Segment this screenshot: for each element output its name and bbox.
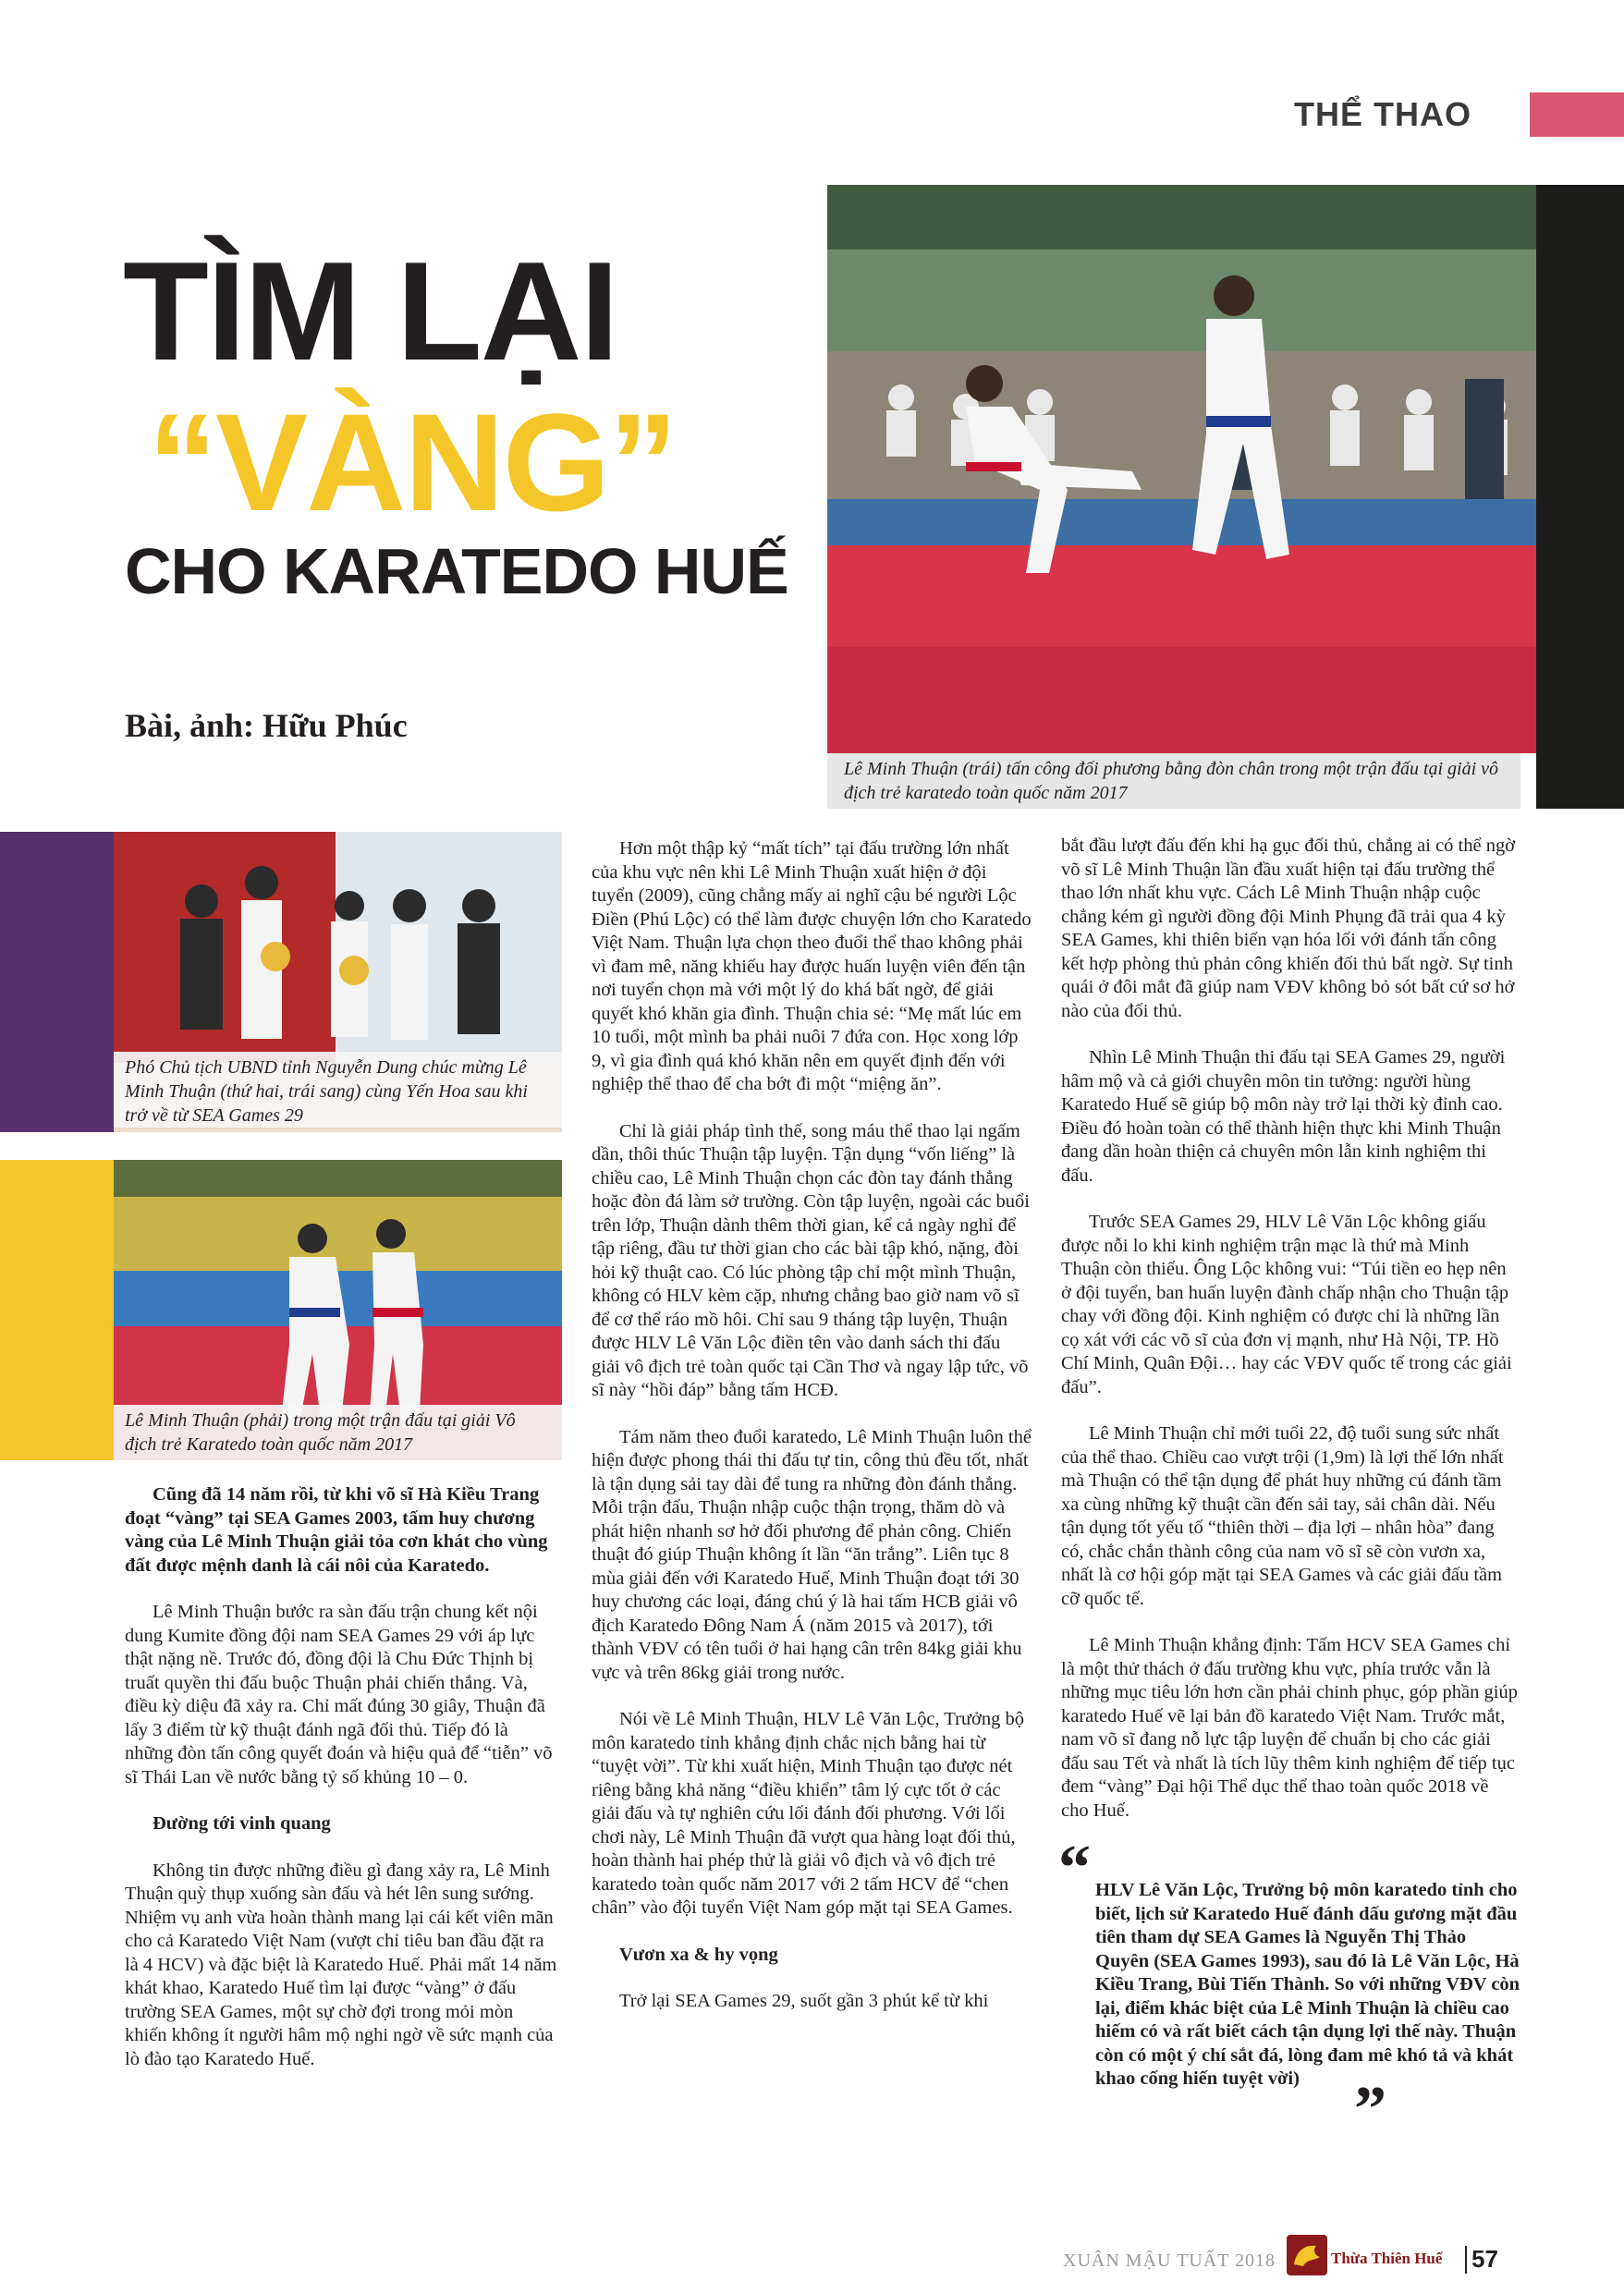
main-photo-caption: Lê Minh Thuận (trái) tấn công đối phương bằng đòn chân trong một trận đấu tại giải vô địch trẻ karatedo toàn quốc năm 2017 [827, 753, 1520, 809]
issue-label: XUÂN MẬU TUẤT 2018 [1063, 2250, 1276, 2271]
close-quote-mark: ” [1354, 2074, 1386, 2145]
paragraph: Tám năm theo đuổi karatedo, Lê Minh Thuận luôn thể hiện được phong thái thi đấu tự tin, công thủ đều tốt, nhất là tận dụng sải tay dài để tung ra những đòn đánh thẳng. Mỗi trận đấu, Thuận nhập cuộc thận trọng, thăm dò và phát hiện nhanh sơ hở đối phương để phản công. Chiến thuật đó giúp Thuận không ít lần “ăn trắng”. Liên tục 8 mùa giải đến với Karatedo Huế, Minh Thuận đoạt tới 30 huy chương các loại, đáng chú ý là hai tấm HCB giải vô địch Karatedo Đông Nam Á (năm 2015 và 2017), tới thành VĐV có tên tuổi ở hai hạng cân trên 84kg giải khu vực và trên 86kg giải trong nước. [592, 1426, 1032, 1683]
paragraph: Nói về Lê Minh Thuận, HLV Lê Văn Lộc, Trưởng bộ môn karatedo tỉnh khẳng định chắc nịch bằng hai từ “tuyệt vời”. Từ khi xuất hiện, Minh Thuận tạo được nét riêng bằng khả năng “điều khiển” tâm lý cực tốt ở các giải đấu và tự nghiên cứu lối đánh đối phương. Với lối chơi này, Lê Minh Thuận đã vượt qua hàng loạt đối thủ, hoàn thành hai phép thử là giải vô địch và vô địch trẻ karatedo toàn quốc năm 2017 với 2 tấm HCV để “chen chân” vào đội tuyển Việt Nam góp mặt tại SEA Games. [592, 1709, 1025, 1918]
decor-yellow-bar [0, 1160, 114, 1460]
byline: Bài, ảnh: Hữu Phúc [125, 707, 408, 744]
section-label: THỂ THAO [1294, 95, 1471, 133]
subheading: Vươn xa & hy vọng [619, 1944, 778, 1965]
article-column-2 [592, 837, 1033, 2037]
paragraph: Trở lại SEA Games 29, suốt gần 3 phút kể từ khi [619, 1991, 989, 2011]
headline-line-1: TÌM LẠI [123, 233, 617, 390]
magazine-brand: Thừa Thiên Huế [1331, 2250, 1443, 2267]
paragraph: Lê Minh Thuận khẳng định: Tấm HCV SEA Games chỉ là một thử thách ở đấu trường khu vực, phía trước vẫn là những mục tiêu lớn hơn cần phải chinh phục, góp phần giúp karatedo Huế vẽ lại bản đồ karatedo Việt Nam. Trước mắt, nam võ sĩ đang nỗ lực tập luyện để chuẩn bị cho các giải đấu sau Tết và nhất là tích lũy thêm kinh nghiệm để tiếp tục đem “vàng” Đại hội Thể dục thể thao toàn quốc 2018 về cho Huế. [1061, 1635, 1518, 1821]
main-photo [827, 185, 1536, 753]
footer-divider [1465, 2246, 1467, 2274]
decor-black-bar [1536, 185, 1624, 809]
paragraph: Lê Minh Thuận chỉ mới tuổi 22, độ tuổi sung sức nhất của thể thao. Chiều cao vượt trội (1,9m) là lợi thế lớn nhất mà Thuận có thể tận dụng để phát huy những cú đánh tầm xa cùng những kỹ thuật cần đến sải tay, sải chân dài. Nếu tận dụng tốt yếu tố “thiên thời – địa lợi – nhân hòa” đang có, chắc chắn thành công của nam võ sĩ sẽ còn vươn xa, nhất là cơ hội góp mặt tại SEA Games và các giải đấu tầm cỡ quốc tế. [1061, 1423, 1504, 1609]
decor-purple-bar [0, 832, 114, 1132]
paragraph: Hơn một thập kỷ “mất tích” tại đấu trường lớn nhất của khu vực nên khi Lê Minh Thuận xuất hiện ở đội tuyển (2009), cũng chẳng mấy ai nghĩ cậu bé người Lộc Điền (Phú Lộc) có thể làm được chuyện lớn cho Karatedo Việt Nam. Thuận lựa chọn theo đuổi thể thao không phải vì đam mê, năng khiếu hay được huấn luyện viên đến tận nơi tuyển chọn mà với một lý do khá bất ngờ, để giải quyết khó khăn gia đình. Thuận chia sẻ: “Mẹ mất lúc em 10 tuổi, một mình ba phải nuôi 7 đứa con. Học xong lớp 9, vì gia đình quá khó khăn nên em quyết định đến với nghiệp thể thao để cha bớt đi một “miệng ăn”. [592, 838, 1032, 1094]
subheading: Đường tới vinh quang [153, 1813, 331, 1834]
headline-line-2: “VÀNG” [148, 384, 677, 540]
match-photo-caption: Lê Minh Thuận (phải) trong một trận đấu tại giải Vô địch trẻ Karatedo toàn quốc năm 2017 [114, 1405, 562, 1460]
pull-quote [1058, 1833, 1520, 2145]
paragraph: Không tin được những điều gì đang xảy ra, Lê Minh Thuận quỳ thụp xuống sàn đấu và hét lên sung sướng. Nhiệm vụ anh vừa hoàn thành mang lại cái kết viên mãn cho cả Karatedo Việt Nam (vượt chỉ tiêu ban đầu đặt ra là 4 HCV) và đặc biệt là Karatedo Huế. Phải mất 14 năm khát khao, Karatedo Huế tìm lại được “vàng” ở đấu trường SEA Games, một sự chờ đợi trong mỏi mòn khiến không ít người hâm mộ nghi ngờ về sức mạnh của lò đào tạo Karatedo Huế. [125, 1860, 557, 2069]
article-column-1 [125, 1483, 559, 2094]
open-quote-mark: “ [1058, 1833, 1091, 1904]
paragraph: Chỉ là giải pháp tình thế, song máu thể thao lại ngấm dần, thôi thúc Thuận tập luyện. Tận dụng “vốn liếng” là chiều cao, Lê Minh Thuận chọn các đòn tay đánh thẳng hoặc đòn đá làm sở trường. Còn tập luyện, ngoài các buổi trên lớp, Thuận dành thêm thời gian, kể cả ngày nghỉ để tập riêng, đầu tư thời gian cho các bài tập khó, nặng, đòi hỏi kỹ thuật cao. Có lúc phòng tập chỉ một mình Thuận, không có HLV kèm cặp, nhưng chẳng bao giờ nam võ sĩ để cơ thể ráo mồ hôi. Chỉ sau 9 tháng tập luyện, Thuận được HLV Lê Văn Lộc điền tên vào danh sách thi đấu giải vô địch trẻ toàn quốc tại Cần Thơ và ngay lập tức, võ sĩ này “hồi đáp” bằng tấm HCĐ. [592, 1120, 1031, 1400]
article-column-3 [1061, 835, 1519, 1846]
lead-paragraph: Cũng đã 14 năm rồi, từ khi võ sĩ Hà Kiều Trang đoạt “vàng” tại SEA Games 2003, tấm huy chương vàng của Lê Minh Thuận giải tỏa cơn khát cho vùng đất được mệnh danh là cái nôi của Karatedo. [125, 1484, 548, 1576]
paragraph: bắt đầu lượt đấu đến khi hạ gục đối thủ, chẳng ai có thể ngờ võ sĩ Lê Minh Thuận lần đầu xuất hiện tại đấu trường thể thao lớn nhất khu vực. Cách Lê Minh Thuận nhập cuộc chẳng kém gì người đồng đội Minh Phụng đã trải qua 4 kỳ SEA Games, khi thiên biến vạn hóa lối với đánh tấn công kết hợp phòng thủ phản công khiến đối thủ bất ngờ. Sự tinh quái ở đôi mắt đã giúp nam VĐV không bỏ sót bất cứ sơ hở nào của đối thủ. [1061, 835, 1516, 1021]
headline-line-3: CHO KARATEDO HUẾ [125, 535, 788, 607]
paragraph: Trước SEA Games 29, HLV Lê Văn Lộc không giấu được nỗi lo khi kinh nghiệm trận mạc là thứ mà Minh Thuận còn thiếu. Ông Lộc không vui: “Túi tiền eo hẹp nên ở đội tuyển, ban huấn luyện đành chấp nhận cho Thuận tập chay với đồng đội. Kinh nghiệm có được chỉ là những lần cọ xát với các võ sĩ của đơn vị mạnh, như Hà Nội, TP. Hồ Chí Minh, Quân Đội… hay các VĐV quốc tế trong các giải đấu”. [1061, 1212, 1512, 1397]
paragraph: Nhìn Lê Minh Thuận thi đấu tại SEA Games 29, người hâm mộ và cả giới chuyên môn tin tưởng: người hùng Karatedo Huế sẽ giúp bộ môn này trở lại thời kỳ đỉnh cao. Điều đó hoàn toàn có thể thành hiện thực khi Minh Thuận đang dần hoàn thiện cả chuyên môn lẫn kinh nghiệm thi đấu. [1061, 1047, 1506, 1186]
ceremony-photo-caption: Phó Chủ tịch UBND tỉnh Nguyễn Dung chúc mừng Lê Minh Thuận (thứ hai, trái sang) cùng Yến Hoa sau khi trở về từ SEA Games 29 [114, 1052, 562, 1128]
pull-quote-text: HLV Lê Văn Lộc, Trưởng bộ môn karatedo tỉnh cho biết, lịch sử Karatedo Huế đánh dấu gương mặt đầu tiên tham dự SEA Games là Nguyễn Thị Thảo Quyên (SEA Games 1993), sau đó là Lê Văn Lộc, Hà Kiều Trang, Bùi Tiến Thành. So với những VĐV còn lại, điểm khác biệt của Lê Minh Thuận là chiều cao hiếm có và rất biết cách tận dụng lợi thế này. Thuận còn có một ý chí sắt đá, lòng đam mê khó tả và khát khao cống hiến tuyệt vời) [1095, 1880, 1520, 2089]
page-number: 57 [1471, 2245, 1498, 2273]
section-accent-bar [1530, 92, 1624, 137]
paragraph: Lê Minh Thuận bước ra sàn đấu trận chung kết nội dung Kumite đồng đội nam SEA Games 29 với áp lực thật nặng nề. Trước đó, đồng đội là Chu Đức Thịnh bị truất quyền thi đấu buộc Thuận phải chiến thắng. Và, điều kỳ diệu đã xảy ra. Chỉ mất đúng 30 giây, Thuận đã lấy 3 điểm từ kỹ thuật đánh ngã đối thủ. Tiếp đó là những đòn tấn công quyết đoán và hiệu quả để “tiễn” võ sĩ Thái Lan về nước bằng tỷ số khủng 10 – 0. [125, 1602, 553, 1787]
magazine-logo-icon [1287, 2235, 1327, 2275]
